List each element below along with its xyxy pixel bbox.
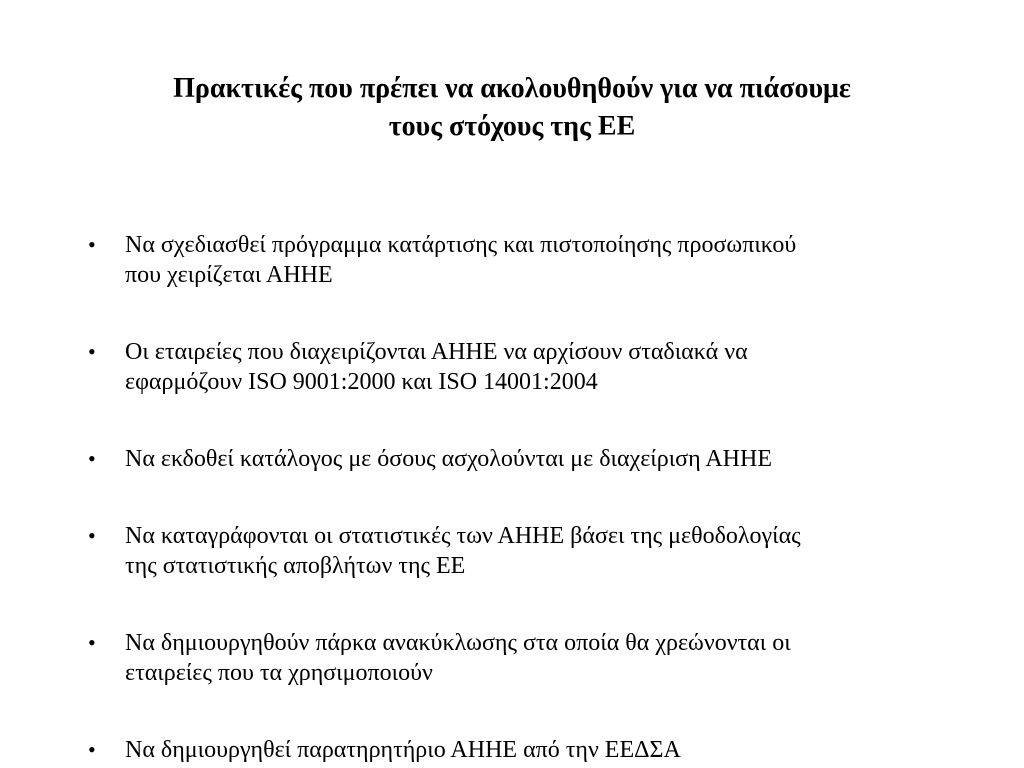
slide-title (80, 70, 944, 146)
bullet-item-6 (88, 735, 955, 765)
bullet-list (0, 230, 1024, 765)
bullet-text-line-2: της στατιστικής αποβλήτων της ΕΕ (125, 553, 466, 579)
bullet-text-line-2: που χειρίζεται ΑΗΗΕ (125, 262, 333, 288)
bullet-dot-icon: • (88, 339, 96, 364)
bullet-text-line-1: Να δημιουργηθεί παρατηρητήριο ΑΗΗΕ από την ΕΕΔΣΑ (125, 737, 681, 763)
bullet-text-line-1: Να καταγράφονται οι στατιστικές των ΑΗΗΕ βάσει της μεθοδολογίας (125, 523, 801, 549)
bullet-dot-icon: • (88, 232, 96, 257)
bullet-dot-icon: • (88, 523, 96, 548)
bullet-text-line-1: Να σχεδιασθεί πρόγραμμα κατάρτισης και πιστοποίησης προσωπικού (125, 232, 797, 258)
bullet-dot-icon: • (88, 630, 96, 655)
slide-title-line-1: Πρακτικές που πρέπει να ακολουθηθούν για να πιάσουμε (173, 73, 851, 104)
bullet-text-line-2: εταιρείες που τα χρησιμοποιούν (125, 660, 433, 686)
bullet-text-line-1: Να δημιουργηθούν πάρκα ανακύκλωσης στα οποία θα χρεώνονται οι (125, 630, 791, 656)
bullet-item-4 (88, 521, 955, 581)
bullet-dot-icon: • (88, 737, 96, 762)
bullet-text-line-2: εφαρμόζουν ISO 9001:2000 και ISO 14001:2004 (125, 369, 598, 395)
slide-title-line-2: τους στόχους της ΕΕ (388, 111, 636, 142)
bullet-text-line-1: Να εκδοθεί κατάλογος με όσους ασχολούνται με διαχείριση ΑΗΗΕ (125, 446, 772, 472)
bullet-item-1 (88, 230, 955, 290)
bullet-dot-icon: • (88, 446, 96, 471)
bullet-text-line-1: Οι εταιρείες που διαχειρίζονται ΑΗΗΕ να αρχίσουν σταδιακά να (125, 339, 748, 365)
bullet-item-5 (88, 628, 955, 688)
bullet-item-2 (88, 337, 955, 397)
bullet-item-3 (88, 444, 955, 474)
